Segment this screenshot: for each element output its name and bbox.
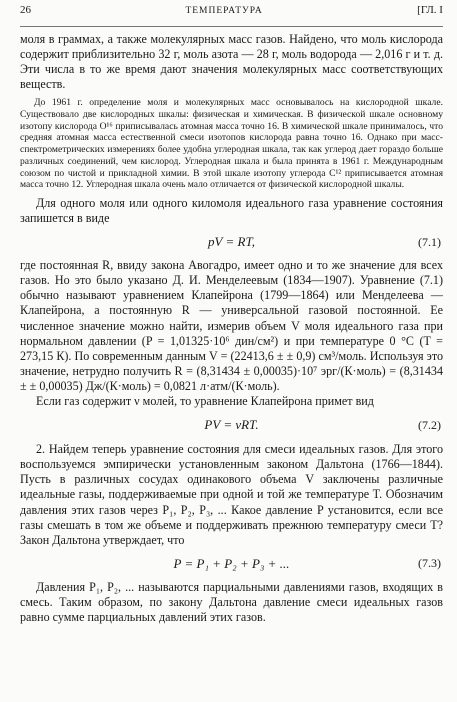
equation-7-2 <box>20 416 443 434</box>
running-header <box>20 4 443 27</box>
equation-number: (7.2) <box>418 417 441 432</box>
equation-7-1 <box>20 233 443 251</box>
paragraph-1: моля в граммах, а также молекулярных масс газов. Найдено, что моль кислорода содержит приблизительно 32 г, моль азота — 28 г, моль водорода — 2,016 г и т. д. Эти числа в то же время дают значения молекулярных масс соответствующих веществ. <box>20 32 443 92</box>
equation-formula: PV = νRT. <box>204 417 259 433</box>
page-number: 26 <box>20 4 31 16</box>
equation-formula: P = P₁ + P₂ + P₃ + ... <box>173 555 290 571</box>
running-title: ТЕМПЕРАТУРА <box>185 6 263 16</box>
paragraph-5: 2. Найдем теперь уравнение состояния для смеси идеальных газов. Для этого воспользуемся эмпирически установленным законом Дальтона (1766—1844). Пусть в различных сосудах одинакового объема V заключены различные идеальные газы, поддерживаемые при одной и той же температуре T. Обозначим давления этих газов через P₁, P₂, P₃, ... Какое давление P установится, если все газы смешать в том же объеме и поддерживать прежнюю температуру смеси T? Закон Дальтона утверждает, что <box>20 442 443 547</box>
equation-formula: pV = RT, <box>208 234 255 250</box>
paragraph-6: Давления P₁, P₂, ... называются парциальными давлениями газов, входящих в смесь. Таким образом, по закону Дальтона давление смеси идеальных газов равно сумме парциальных давлений этих газов. <box>20 579 443 624</box>
equation-number: (7.1) <box>418 234 441 249</box>
footnote-scale: До 1961 г. определение моля и молекулярных масс основывалось на кислородной шкале. Существовало две кислородных шкалы: физическая и химическая. В физической шкале основному изотопу кислорода O¹⁶ приписывалась атомная масса точно 16. В химической шкале принималось, что средняя атомная масса естественной смеси изотопов кислорода равна точно 16. Однако при масс-спектрометрических измерениях более удобна углеродная шкала, так как углерод дает гораздо больше различных соединений, чем кислород. Углеродная шкала и была принята в 1961 г. Международным союзом по чистой и прикладной химии. В этой шкале изотопу углерода C¹² приписывается атомная масса точно 12. Углеродная шкала очень мало отличается от физической кислородной шкалы. <box>20 97 443 191</box>
paragraph-3: где постоянная R, ввиду закона Авогадро, имеет одно и то же значение для всех газов. Но это было указано Д. И. Менделеевым (1834—1907). Уравнение (7.1) обычно называют уравнением Клапейрона (1799—1864) или Менделеева — Клапейрона, а постоянную R — универсальной газовой постоянной. Ее численное значение можно найти, измерив объем V моля идеального газа при нормальном давлении (P = 1,01325·10⁶ дин/см²) и при температуре 0 °C (T = 273,15 К). По современным данным V = (22413,6 ± ± 0,9) см³/моль. Используя это значение, нетрудно получить R = (8,31434 ± 0,00035)·10⁷ эрг/(К·моль) = (8,31434 ± ± 0,00035) Дж/(К·моль) = 0,0821 л·атм/(К·моль). <box>20 258 443 393</box>
paragraph-2: Для одного моля или одного киломоля идеального газа уравнение состояния запишется в виде <box>20 196 443 226</box>
equation-7-3 <box>20 555 443 573</box>
chapter-label: [ГЛ. I <box>417 4 443 16</box>
equation-number: (7.3) <box>418 556 441 571</box>
paragraph-4: Если газ содержит ν молей, то уравнение Клапейрона примет вид <box>36 394 374 409</box>
